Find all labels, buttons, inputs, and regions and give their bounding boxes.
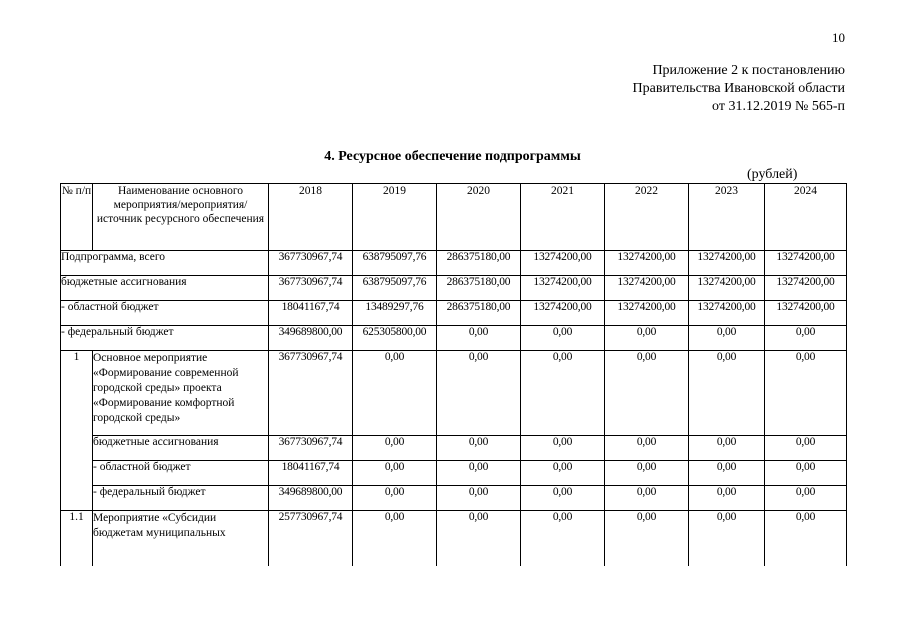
header-year: 2022 bbox=[605, 184, 689, 251]
table-cell: 0,00 bbox=[689, 436, 765, 461]
table-row-regional-budget bbox=[61, 301, 847, 326]
table-cell: 349689800,00 bbox=[269, 326, 353, 351]
table-cell: 367730967,74 bbox=[269, 251, 353, 276]
appendix-line-2: Правительства Ивановской области bbox=[632, 81, 845, 96]
header-year: 2018 bbox=[269, 184, 353, 251]
table-cell: 13274200,00 bbox=[765, 301, 847, 326]
appendix-note bbox=[633, 62, 845, 116]
table-cell: 13274200,00 bbox=[521, 301, 605, 326]
table-cell: 625305800,00 bbox=[353, 326, 437, 351]
table-cell: 367730967,74 bbox=[269, 276, 353, 301]
table-cell: 638795097,76 bbox=[353, 251, 437, 276]
table-cell: 0,00 bbox=[605, 436, 689, 461]
table-cell: 286375180,00 bbox=[437, 251, 521, 276]
table-cell: 367730967,74 bbox=[269, 351, 353, 436]
table-cell: 286375180,00 bbox=[437, 301, 521, 326]
table-cell: 0,00 bbox=[353, 511, 437, 592]
table-cell: 13274200,00 bbox=[605, 276, 689, 301]
table-cell: 0,00 bbox=[765, 486, 847, 511]
table-cell: 0,00 bbox=[437, 486, 521, 511]
section-title: 4. Ресурсное обеспечение подпрограммы bbox=[324, 149, 581, 164]
table-cell: 0,00 bbox=[437, 326, 521, 351]
header-year: 2021 bbox=[521, 184, 605, 251]
table-cell: 13274200,00 bbox=[689, 251, 765, 276]
table-cell: 13489297,76 bbox=[353, 301, 437, 326]
table-row-federal-budget bbox=[61, 326, 847, 351]
table-cell: 18041167,74 bbox=[269, 461, 353, 486]
row-label: бюджетные ассигнования bbox=[93, 436, 269, 461]
header-name: Наименование основного мероприятия/мероприятия/ источник ресурсного обеспечения bbox=[93, 184, 269, 251]
table-cell: 0,00 bbox=[521, 511, 605, 592]
row-number: 1 bbox=[61, 351, 93, 511]
table-row-main-activity bbox=[61, 351, 847, 436]
table-cell: 0,00 bbox=[689, 351, 765, 436]
row-label: Подпрограмма, всего bbox=[61, 251, 269, 276]
table-cell: 0,00 bbox=[765, 351, 847, 436]
row-number: 1.1 bbox=[61, 511, 93, 592]
page-number: 10 bbox=[832, 30, 845, 45]
table-cell: 0,00 bbox=[437, 511, 521, 592]
table-header-row bbox=[61, 184, 847, 251]
table-cell: 0,00 bbox=[521, 351, 605, 436]
appendix-line-1: Приложение 2 к постановлению bbox=[652, 63, 845, 78]
table-cell: 0,00 bbox=[689, 486, 765, 511]
table-cell: 0,00 bbox=[437, 351, 521, 436]
table-cell: 0,00 bbox=[605, 461, 689, 486]
table-cell: 286375180,00 bbox=[437, 276, 521, 301]
table-cell: 0,00 bbox=[353, 351, 437, 436]
table-cell: 0,00 bbox=[605, 351, 689, 436]
table-cell: 0,00 bbox=[521, 486, 605, 511]
table-cell: 13274200,00 bbox=[765, 251, 847, 276]
table-cell: 0,00 bbox=[605, 511, 689, 592]
table-cell: 0,00 bbox=[353, 461, 437, 486]
header-year: 2024 bbox=[765, 184, 847, 251]
table-cell: 638795097,76 bbox=[353, 276, 437, 301]
table-row-activity-federal-budget bbox=[61, 486, 847, 511]
table-cell: 0,00 bbox=[521, 436, 605, 461]
table-cell: 13274200,00 bbox=[605, 301, 689, 326]
activity-name: Мероприятие «Субсидии бюджетам муниципальных bbox=[93, 511, 269, 592]
table-cell: 18041167,74 bbox=[269, 301, 353, 326]
table-cell: 0,00 bbox=[437, 461, 521, 486]
units-label: (рублей) bbox=[747, 167, 798, 182]
header-year: 2020 bbox=[437, 184, 521, 251]
header-year: 2023 bbox=[689, 184, 765, 251]
table-cell: 13274200,00 bbox=[689, 301, 765, 326]
table-cell: 0,00 bbox=[689, 461, 765, 486]
page-bottom-margin bbox=[0, 566, 905, 640]
table-cell: 0,00 bbox=[765, 326, 847, 351]
header-year: 2019 bbox=[353, 184, 437, 251]
table-cell: 13274200,00 bbox=[689, 276, 765, 301]
table-row-activity-budget-allocations bbox=[61, 436, 847, 461]
table-cell: 0,00 bbox=[765, 461, 847, 486]
table-cell: 13274200,00 bbox=[765, 276, 847, 301]
row-label: - федеральный бюджет bbox=[93, 486, 269, 511]
table-cell: 0,00 bbox=[521, 326, 605, 351]
header-num: № п/п bbox=[61, 184, 93, 251]
table-cell: 257730967,74 bbox=[269, 511, 353, 592]
row-label: - федеральный бюджет bbox=[61, 326, 269, 351]
table-cell: 0,00 bbox=[353, 436, 437, 461]
table-cell: 367730967,74 bbox=[269, 436, 353, 461]
row-label: бюджетные ассигнования bbox=[61, 276, 269, 301]
table-cell: 349689800,00 bbox=[269, 486, 353, 511]
resource-table bbox=[60, 183, 847, 592]
table-cell: 0,00 bbox=[353, 486, 437, 511]
appendix-line-3: от 31.12.2019 № 565-п bbox=[712, 99, 845, 114]
table-row-budget-allocations bbox=[61, 276, 847, 301]
table-cell: 0,00 bbox=[765, 511, 847, 592]
activity-name: Основное мероприятие «Формирование современной городской среды» проекта «Формирование комфортной городской среды» bbox=[93, 351, 269, 436]
table-cell: 0,00 bbox=[437, 436, 521, 461]
table-cell: 13274200,00 bbox=[521, 276, 605, 301]
table-cell: 0,00 bbox=[689, 326, 765, 351]
table-row-subprogram-total bbox=[61, 251, 847, 276]
row-label: - областной бюджет bbox=[61, 301, 269, 326]
table-cell: 0,00 bbox=[765, 436, 847, 461]
table-cell: 13274200,00 bbox=[521, 251, 605, 276]
table-cell: 13274200,00 bbox=[605, 251, 689, 276]
table-cell: 0,00 bbox=[605, 326, 689, 351]
row-label: - областной бюджет bbox=[93, 461, 269, 486]
table-cell: 0,00 bbox=[605, 486, 689, 511]
table-cell: 0,00 bbox=[689, 511, 765, 592]
table-cell: 0,00 bbox=[521, 461, 605, 486]
table-row-activity-regional-budget bbox=[61, 461, 847, 486]
